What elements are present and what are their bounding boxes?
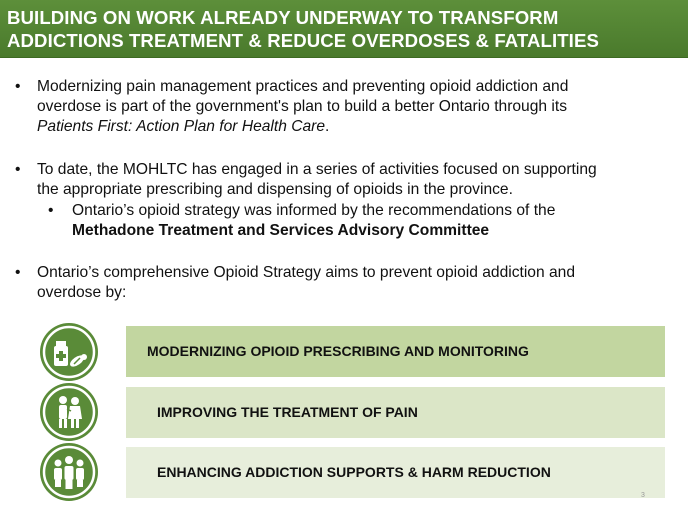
sub-bullet-line-1: Ontario’s opioid strategy was informed by the recommendations of the [72,202,556,219]
bullet-1-line-1: Modernizing pain management practices and preventing opioid addiction and [37,78,569,95]
pillar-prescribing-label: MODERNIZING OPIOID PRESCRIBING AND MONITORING [147,343,529,359]
pillar-prescribing [126,326,665,377]
bullet-glyph: • [15,264,21,281]
patient-caregiver-icon [40,383,98,441]
pillar-addiction-supports [126,447,665,498]
medicine-bottle-icon [40,323,98,381]
people-group-icon [40,443,98,501]
bullet-3-line-2: overdose by: [37,284,127,301]
committee-name: Methadone Treatment and Services Advisory Committee [72,222,490,239]
page-number: 3 [641,492,645,499]
pillar-addiction-supports-label: ENHANCING ADDICTION SUPPORTS & HARM REDUCTION [157,464,551,480]
bullet-1-line-2: overdose is part of the government's plan to build a better Ontario through its [37,98,568,115]
title-line-1: BUILDING ON WORK ALREADY UNDERWAY TO TRANSFORM [7,7,559,28]
pillar-pain-treatment [126,387,665,438]
title-line-2: ADDICTIONS TREATMENT & REDUCE OVERDOSES & FATALITIES [7,30,599,51]
bullet-2-line-2: the appropriate prescribing and dispensing of opioids in the province. [37,181,513,198]
sub-bullet-glyph: • [48,202,54,219]
bullet-glyph: • [15,78,21,95]
plan-title: Patients First: Action Plan for Health Care [37,118,326,135]
bullet-3-line-1: Ontario’s comprehensive Opioid Strategy aims to prevent opioid addiction and [37,264,575,281]
bullet-glyph: • [15,161,21,178]
title-banner [0,0,688,58]
bullet-1-line-3: Patients First: Action Plan for Health Care. [37,118,330,135]
pillar-pain-treatment-label: IMPROVING THE TREATMENT OF PAIN [157,404,418,420]
bullet-2-line-1: To date, the MOHLTC has engaged in a series of activities focused on supporting [37,161,597,178]
